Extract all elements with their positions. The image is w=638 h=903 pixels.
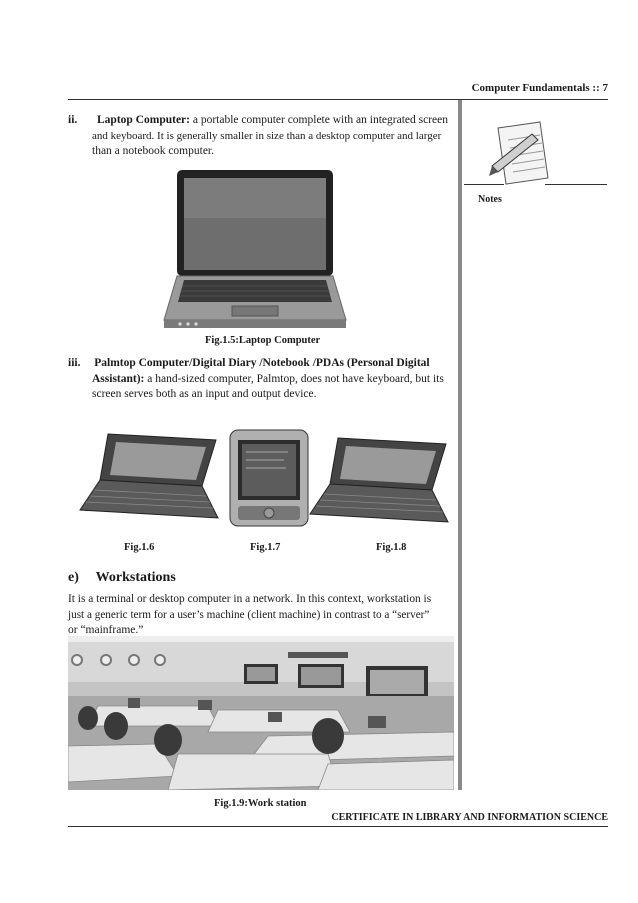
palmtop-term-line2: Assistant):	[92, 372, 145, 385]
palmtop-image-left	[78, 430, 220, 527]
pda-image	[228, 428, 310, 533]
workstations-paragraph	[68, 592, 454, 639]
notes-rule-right	[545, 184, 607, 185]
workstations-title: Workstations	[95, 570, 176, 585]
notes-rule-left	[464, 184, 504, 185]
laptop-paragraph	[68, 113, 452, 160]
palmtop-term-line1: Palmtop Computer/Digital Diary /Notebook /PDAs (Personal Digital	[94, 357, 430, 369]
workstations-line1: It is a terminal or desktop computer in a network. In this context, workstation is	[68, 593, 432, 605]
laptop-line1: a portable computer complete with an integrated screen	[189, 114, 448, 126]
laptop-term: Laptop Computer:	[97, 114, 190, 126]
margin-divider	[458, 100, 462, 790]
laptop-image	[160, 170, 350, 335]
workstations-marker: e)	[68, 570, 79, 585]
palmtop-line3: screen serves both as an input and output device.	[92, 388, 317, 400]
fig-1-7-caption: Fig.1.7	[250, 542, 281, 553]
workstations-line3: or “mainframe.”	[68, 624, 144, 636]
workstations-heading	[68, 570, 176, 586]
laptop-line3: than a notebook computer.	[92, 145, 214, 157]
palmtop-marker: iii.	[68, 357, 81, 369]
header-rule	[68, 99, 608, 100]
fig-1-8-caption: Fig.1.8	[376, 542, 407, 553]
fig-1-6-caption: Fig.1.6	[124, 542, 155, 553]
page-header-title: Computer Fundamentals :: 7	[471, 82, 608, 94]
palmtop-line2-rest: a hand-sized computer, Palmtop, does not have keyboard, but its	[144, 372, 444, 385]
workstation-photo	[68, 636, 454, 795]
footer-rule	[68, 826, 608, 827]
workstations-line2: just a generic term for a user’s machine (client machine) in contrast to a “server”	[68, 608, 430, 621]
palmtop-image-right	[308, 434, 450, 531]
laptop-line2: and keyboard. It is generally smaller in size than a desktop computer and larger	[92, 129, 442, 142]
palmtop-paragraph	[68, 356, 452, 403]
laptop-marker: ii.	[68, 114, 78, 126]
notes-label: Notes	[478, 194, 502, 205]
laptop-caption: Fig.1.5:Laptop Computer	[205, 335, 321, 346]
footer-text: CERTIFICATE IN LIBRARY AND INFORMATION SCIENCE	[331, 812, 608, 823]
workstation-caption: Fig.1.9:Work station	[214, 798, 307, 809]
